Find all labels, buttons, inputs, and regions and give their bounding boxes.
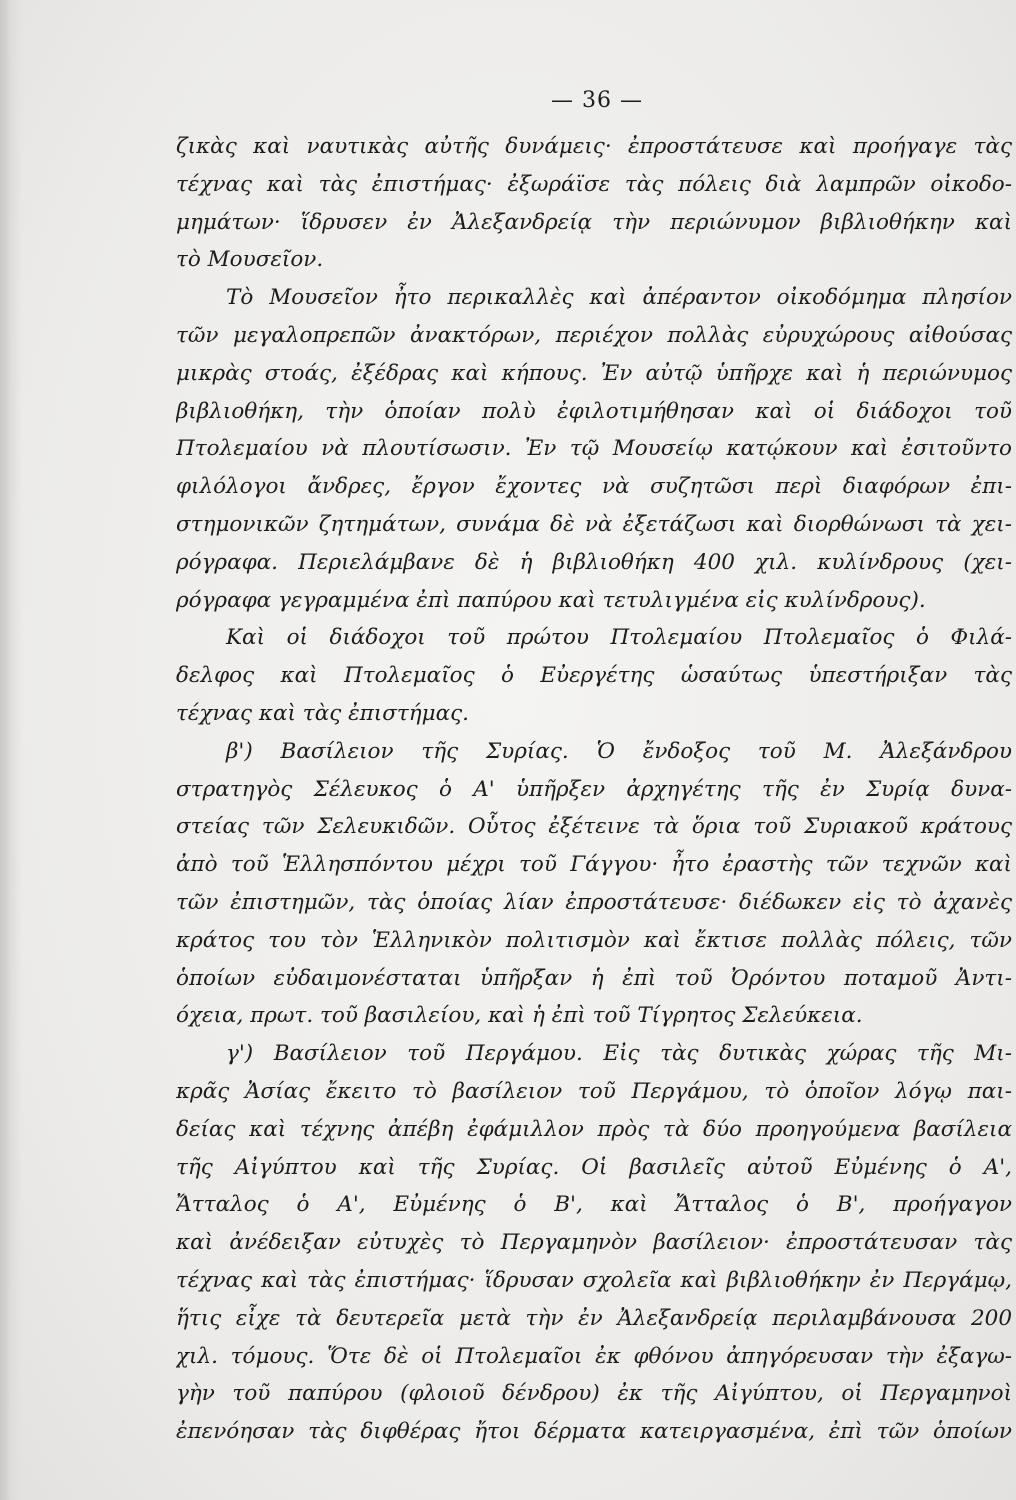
text-line: τὸ Μουσεῖον.	[176, 247, 324, 273]
text-line: κρᾶς Ἀσίας ἔκειτο τὸ βασίλειον τοῦ Περγάμου, τὸ ὁποῖον λόγῳ παι-	[176, 1078, 1012, 1104]
text-line: μημάτων· ἵδρυσεν ἐν Ἀλεξανδρείᾳ τὴν περιώνυμον βιβλιοθήκην καὶ	[176, 209, 1012, 235]
text-line: γὴν τοῦ παπύρου (φλοιοῦ δένδρου) ἐκ τῆς Αἰγύπτου, οἱ Περγαμηνοὶ	[176, 1381, 1012, 1407]
text-line: Τὸ Μουσεῖον ἦτο περικαλλὲς καὶ ἀπέραντον οἰκοδόμημα πλησίον	[226, 285, 1012, 311]
text-line: ρόγραφα. Περιελάμβανε δὲ ἡ βιβλιοθήκη 400 χιλ. κυλίνδρους (χει-	[176, 549, 1012, 575]
text-line: χιλ. τόμους. Ὅτε δὲ οἱ Πτολεμαῖοι ἐκ φθόνου ἀπηγόρευσαν τὴν ἐξαγω-	[176, 1343, 1012, 1369]
text-line: δελφος καὶ Πτολεμαῖος ὁ Εὐεργέτης ὡσαύτως ὑπεστήριξαν τὰς	[176, 663, 1012, 689]
text-line: τῆς Αἰγύπτου καὶ τῆς Συρίας. Οἱ βασιλεῖς αὐτοῦ Εὐμένης ὁ Α',	[176, 1154, 1012, 1180]
text-line: στείας τῶν Σελευκιδῶν. Οὗτος ἐξέτεινε τὰ ὅρια τοῦ Συριακοῦ κράτους	[176, 814, 1012, 840]
text-line: ἐπενόησαν τὰς διφθέρας ἤτοι δέρματα κατειργασμένα, ἐπὶ τῶν ὁποίων	[176, 1419, 1012, 1445]
text-line: στημονικῶν ζητημάτων, συνάμα δὲ νὰ ἐξετάζωσι καὶ διορθώνωσι τὰ χει-	[176, 511, 1012, 537]
text-line: τέχνας καὶ τὰς ἐπιστήμας.	[176, 700, 470, 726]
text-line: ζικὰς καὶ ναυτικὰς αὐτῆς δυνάμεις· ἐπροστάτευσε καὶ προήγαγε τὰς	[176, 134, 1012, 159]
text-line: ρόγραφα γεγραμμένα ἐπὶ παπύρου καὶ τετυλιγμένα εἰς κυλίνδρους).	[176, 587, 926, 613]
text-line: τῶν μεγαλοπρεπῶν ἀνακτόρων, περιέχον πολλὰς εὐρυχώρους αἰθούσας	[176, 322, 1012, 348]
text-line: κράτος του τὸν Ἑλληνικὸν πολιτισμὸν καὶ ἔκτισε πολλὰς πόλεις, τῶν	[176, 927, 1012, 953]
text-line: βιβλιοθήκη, τὴν ὁποίαν πολὺ ἐφιλοτιμήθησαν καὶ οἱ διάδοχοι τοῦ	[176, 398, 1012, 424]
text-line: Καὶ οἱ διάδοχοι τοῦ πρώτου Πτολεμαίου Πτολεμαῖος ὁ Φιλά-	[226, 625, 1012, 651]
text-line: τῶν ἐπιστημῶν, τὰς ὁποίας λίαν ἐπροστάτευσε· διέδωκεν εἰς τὸ ἀχανὲς	[176, 889, 1012, 915]
text-line: τέχνας καὶ τὰς ἐπιστήμας· ἵδρυσαν σχολεῖα καὶ βιβλιοθήκην ἐν Περγάμῳ,	[176, 1267, 1012, 1293]
text-line: δείας καὶ τέχνης ἀπέβη ἐφάμιλλον πρὸς τὰ δύο προηγούμενα βασίλεια	[176, 1116, 1012, 1142]
text-line: Πτολεμαίου νὰ πλουτίσωσιν. Ἐν τῷ Μουσείῳ κατῴκουν καὶ ἐσιτοῦντο	[176, 436, 1012, 462]
text-line: στρατηγὸς Σέλευκος ὁ Α' ὑπῆρξεν ἀρχηγέτης τῆς ἐν Συρίᾳ δυνα-	[176, 776, 1012, 802]
text-line: Ἄτταλος ὁ Α', Εὐμένης ὁ Β', καὶ Ἄτταλος ὁ Β', προήγαγον	[176, 1192, 1012, 1218]
text-line: καὶ ἀνέδειξαν εὐτυχὲς τὸ Περγαμηνὸν βασίλειον· ἐπροστάτευσαν τὰς	[176, 1230, 1012, 1256]
text-line: ἀπὸ τοῦ Ἑλλησπόντου μέχρι τοῦ Γάγγου· ἦτο ἐραστὴς τῶν τεχνῶν καὶ	[176, 852, 1012, 878]
text-line: τέχνας καὶ τὰς ἐπιστήμας· ἐξωράϊσε τὰς πόλεις διὰ λαμπρῶν οἰκοδο-	[176, 171, 1012, 197]
text-line: μικρὰς στοάς, ἐξέδρας καὶ κήπους. Ἐν αὐτῷ ὑπῆρχε καὶ ἡ περιώνυμος	[176, 360, 1012, 386]
body-text	[176, 128, 1012, 1451]
page-binding-shadow	[0, 0, 22, 1500]
text-line: ὁποίων εὐδαιμονέσταται ὑπῆρξαν ἡ ἐπὶ τοῦ Ὀρόντου ποταμοῦ Ἀντι-	[176, 965, 1012, 991]
text-line: γ') Βασίλειον τοῦ Περγάμου. Εἰς τὰς δυτικὰς χώρας τῆς Μι-	[226, 1041, 1012, 1067]
text-line: όχεια, πρωτ. τοῦ βασιλείου, καὶ ἡ ἐπὶ τοῦ Τίγρητος Σελεύκεια.	[176, 1003, 863, 1029]
text-line: β') Βασίλειον τῆς Συρίας. Ὁ ἔνδοξος τοῦ Μ. Ἀλεξάνδρου	[226, 738, 1012, 764]
text-line: φιλόλογοι ἄνδρες, ἔργον ἔχοντες νὰ συζητῶσι περὶ διαφόρων ἐπι-	[176, 474, 1012, 500]
text-line: ἥτις εἶχε τὰ δευτερεῖα μετὰ τὴν ἐν Ἀλεξανδρείᾳ περιλαμβάνουσα 200	[176, 1305, 1012, 1331]
page-number: — 36 —	[551, 88, 643, 113]
